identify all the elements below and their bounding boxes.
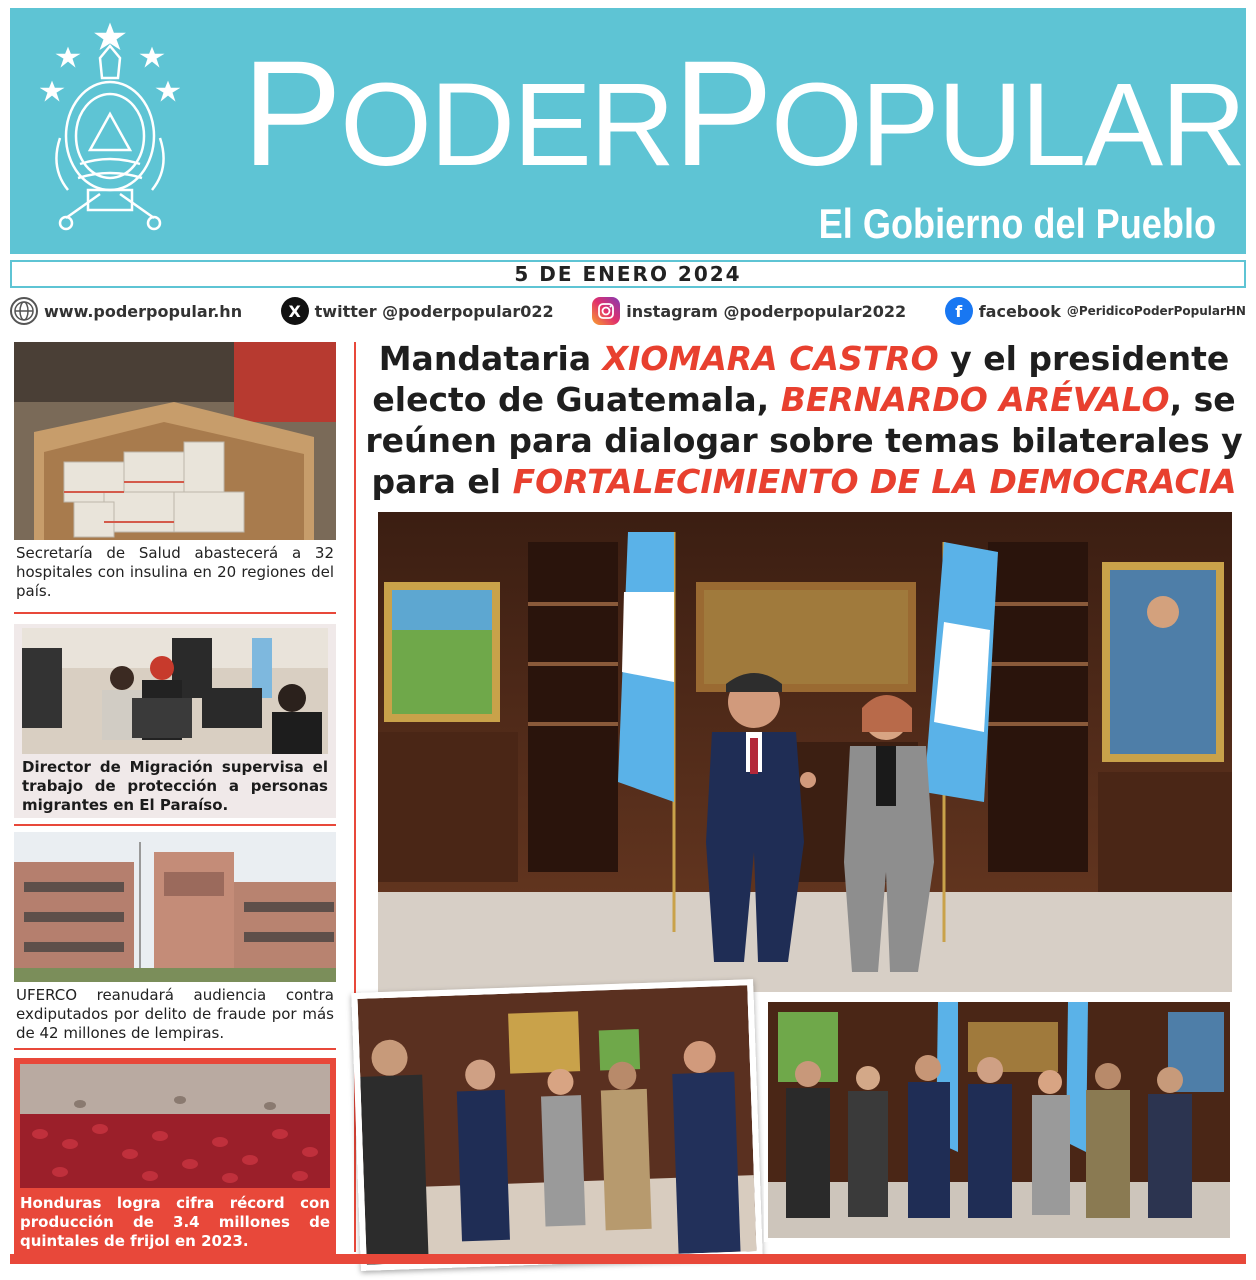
masthead-tagline: El Gobierno del Pueblo: [818, 200, 1216, 247]
facebook-icon: f: [945, 297, 973, 325]
headline-text: Mandataria: [378, 339, 603, 378]
website-link[interactable]: [10, 297, 242, 325]
footer-bar: [10, 1254, 1246, 1264]
side-story-caption: Director de Migración supervisa el trabajo de protección a personas migrantes en El Paraíso.: [22, 758, 328, 814]
twitter-label: twitter @poderpopular022: [314, 301, 554, 321]
brand-letters: OPULAR: [771, 59, 1245, 191]
issue-date: 5 DE ENERO 2024: [10, 260, 1246, 288]
main-photo-handshake: [376, 510, 1234, 994]
group-photo-right: [764, 998, 1234, 1242]
instagram-link[interactable]: [592, 297, 906, 325]
group-photo-left: [351, 979, 762, 1271]
brand-letter: P: [242, 29, 341, 197]
instagram-icon: [592, 297, 620, 325]
migration-office-photo: [14, 624, 336, 818]
globe-icon: [10, 297, 38, 325]
side-story-caption: Honduras logra cifra récord con producción de 3.4 millones de quintales de frijol en 2023.: [20, 1194, 330, 1250]
side-story-caption: UFERCO reanudará audiencia contra exdiputados por delito de fraude por más de 42 millones de lempiras.: [16, 986, 334, 1042]
red-beans-photo: [20, 1064, 330, 1188]
x-logo-icon: X: [281, 297, 309, 325]
side-story-beans[interactable]: [14, 1058, 336, 1257]
masthead-brand: [242, 29, 1245, 200]
website-label: www.poderpopular.hn: [44, 301, 243, 321]
headline-highlight: FORTALECIMIENTO DE LA DEMOCRACIA: [512, 462, 1237, 501]
headline-highlight: XIOMARA CASTRO: [602, 339, 939, 378]
social-bar: [10, 294, 1246, 328]
headline-text: , se reúnen para dialogar sobre temas bilaterales y para el: [365, 380, 1243, 501]
brand-letters: ODER: [340, 59, 673, 191]
divider: [14, 612, 336, 614]
side-story-caption: Secretaría de Salud abastecerá a 32 hospitales con insulina en 20 regiones del país.: [16, 544, 334, 600]
masthead: [10, 8, 1246, 254]
twitter-link[interactable]: [281, 297, 554, 325]
side-story-uferco[interactable]: [14, 832, 336, 1047]
divider: [14, 824, 336, 826]
boxes-of-insulin-photo: [14, 342, 336, 540]
side-story-insulin[interactable]: [14, 342, 336, 605]
facebook-label: facebook: [978, 301, 1061, 321]
coat-of-arms-icon: [40, 18, 180, 238]
brand-letter: P: [672, 29, 772, 197]
side-story-migration[interactable]: [14, 624, 336, 818]
divider: [14, 1048, 336, 1050]
facebook-link[interactable]: [945, 297, 1246, 325]
headline-highlight: BERNARDO ARÉVALO: [780, 380, 1170, 419]
facebook-handle: @PeridicoPoderPopularHN: [1066, 304, 1246, 318]
ministerio-publico-building-photo: [14, 832, 336, 982]
headline-text: y el presidente electo de Guatemala,: [372, 339, 1230, 419]
main-headline: [362, 338, 1246, 502]
instagram-label: instagram @poderpopular2022: [626, 301, 907, 321]
